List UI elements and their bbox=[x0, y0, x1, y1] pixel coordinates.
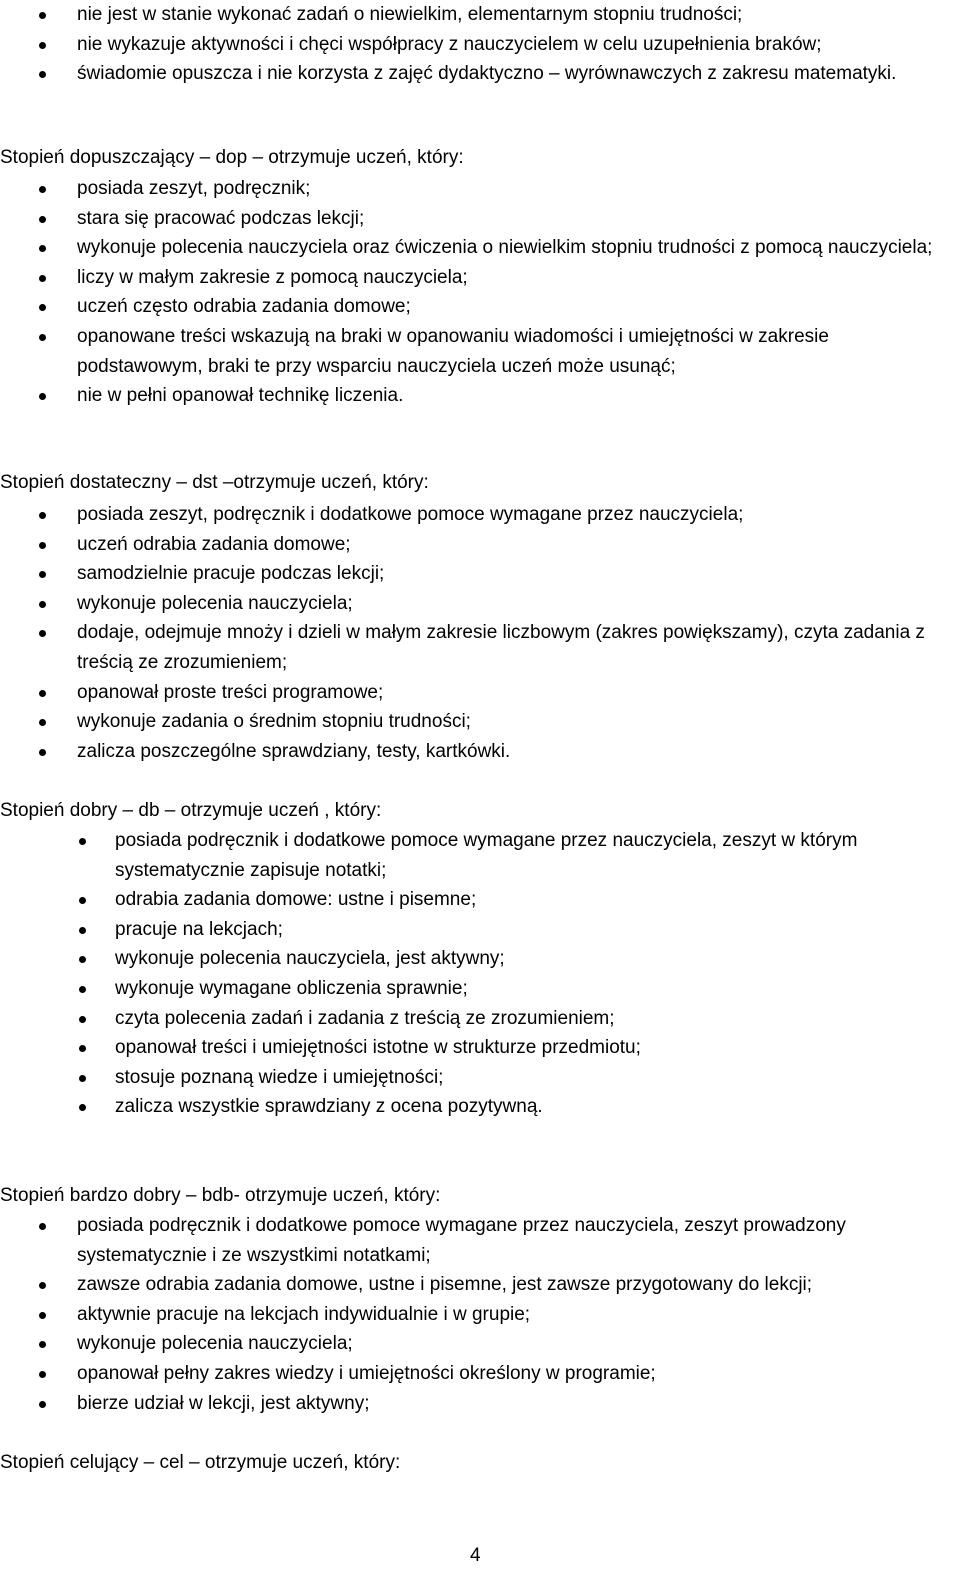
section-heading-dobry: Stopień dobry – db – otrzymuje uczeń , który: bbox=[0, 800, 382, 821]
list-item-text: bierze udział w lekcji, jest aktywny; bbox=[77, 1392, 370, 1414]
list-item-text: odrabia zadania domowe: ustne i pisemne; bbox=[115, 889, 477, 911]
list-item bbox=[77, 1359, 952, 1389]
bullet-icon bbox=[79, 986, 86, 993]
bullet-icon bbox=[39, 542, 46, 549]
bullet-icon bbox=[79, 1016, 86, 1023]
bullet-icon bbox=[39, 601, 46, 608]
bullet-icon bbox=[39, 1371, 46, 1378]
list-item-text: opanował treści i umiejętności istotne w strukturze przedmiotu; bbox=[115, 1037, 641, 1059]
bullet-icon bbox=[79, 956, 86, 963]
bullet-icon bbox=[39, 512, 46, 519]
bullet-list-bardzo-dobry bbox=[77, 1211, 952, 1418]
bullet-icon bbox=[79, 1045, 86, 1052]
bullet-icon bbox=[39, 275, 46, 282]
bullet-list-dostateczny bbox=[77, 500, 947, 766]
bullet-icon bbox=[39, 630, 46, 637]
list-item bbox=[77, 1329, 952, 1359]
bullet-icon bbox=[39, 245, 46, 252]
list-item bbox=[77, 500, 947, 530]
bullet-icon bbox=[39, 1401, 46, 1408]
bullet-icon bbox=[39, 749, 46, 756]
list-item bbox=[77, 737, 947, 767]
list-item bbox=[115, 915, 955, 945]
bullet-icon bbox=[79, 927, 86, 934]
list-item-text: opanował proste treści programowe; bbox=[77, 681, 384, 703]
list-item bbox=[77, 0, 937, 30]
list-item-text: wykonuje zadania o średnim stopniu trudności; bbox=[77, 711, 471, 733]
list-item bbox=[115, 885, 955, 915]
list-item bbox=[77, 59, 937, 89]
list-item bbox=[77, 678, 947, 708]
intro-bullet-list bbox=[77, 0, 937, 89]
list-item-text: wykonuje polecenia nauczyciela, jest aktywny; bbox=[115, 948, 505, 970]
list-item-text: uczeń odrabia zadania domowe; bbox=[77, 533, 351, 555]
list-item-text: samodzielnie pracuje podczas lekcji; bbox=[77, 563, 385, 585]
list-item bbox=[115, 1033, 955, 1063]
list-item bbox=[77, 559, 947, 589]
list-item-text: posiada podręcznik i dodatkowe pomoce wymagane przez nauczyciela, zeszyt prowadzony systematycznie i ze wszystkimi notatkami; bbox=[77, 1215, 846, 1266]
list-item bbox=[77, 233, 937, 263]
section-heading-bardzo-dobry: Stopień bardzo dobry – bdb- otrzymuje uczeń, który: bbox=[0, 1185, 441, 1206]
list-item-text: zalicza poszczególne sprawdziany, testy, kartkówki. bbox=[77, 740, 511, 762]
list-item-text: zawsze odrabia zadania domowe, ustne i pisemne, jest zawsze przygotowany do lekcji; bbox=[77, 1274, 813, 1296]
list-item-text: pracuje na lekcjach; bbox=[115, 918, 283, 940]
list-item bbox=[77, 1389, 952, 1419]
list-item bbox=[77, 204, 937, 234]
section-heading-dostateczny: Stopień dostateczny – dst –otrzymuje uczeń, który: bbox=[0, 472, 429, 493]
list-item-text: czyta polecenia zadań i zadania z treścią ze zrozumieniem; bbox=[115, 1007, 615, 1029]
list-item-text: aktywnie pracuje na lekcjach indywidualnie i w grupie; bbox=[77, 1303, 531, 1325]
list-item bbox=[77, 381, 937, 411]
bullet-icon bbox=[39, 1341, 46, 1348]
section-heading-dopuszczajacy: Stopień dopuszczający – dop – otrzymuje uczeń, który: bbox=[0, 147, 464, 168]
list-item bbox=[77, 1300, 952, 1330]
list-item bbox=[77, 1270, 952, 1300]
list-item bbox=[77, 618, 947, 677]
section-heading-celujacy: Stopień celujący – cel – otrzymuje uczeń, który: bbox=[0, 1452, 401, 1473]
list-item bbox=[77, 530, 947, 560]
bullet-icon bbox=[39, 334, 46, 341]
bullet-icon bbox=[39, 216, 46, 223]
bullet-icon bbox=[39, 42, 46, 49]
list-item-text: nie jest w stanie wykonać zadań o niewielkim, elementarnym stopniu trudności; bbox=[77, 4, 743, 25]
bullet-icon bbox=[39, 186, 46, 193]
list-item-text: wykonuje polecenia nauczyciela oraz ćwiczenia o niewielkim stopniu trudności z pomocą nauczyciela; bbox=[77, 237, 933, 259]
bullet-icon bbox=[39, 690, 46, 697]
list-item-text: świadomie opuszcza i nie korzysta z zajęć dydaktyczno – wyrównawczych z zakresu matematyki. bbox=[77, 63, 897, 85]
bullet-icon bbox=[39, 1312, 46, 1319]
bullet-icon bbox=[39, 719, 46, 726]
bullet-icon bbox=[79, 1104, 86, 1111]
list-item-text: nie w pełni opanował technikę liczenia. bbox=[77, 385, 404, 407]
bullet-list-dobry bbox=[115, 826, 955, 1122]
list-item-text: liczy w małym zakresie z pomocą nauczyciela; bbox=[77, 266, 468, 288]
list-item bbox=[77, 322, 937, 381]
list-item bbox=[115, 974, 955, 1004]
bullet-icon bbox=[39, 304, 46, 311]
list-item bbox=[77, 174, 937, 204]
list-item bbox=[115, 1004, 955, 1034]
list-item-text: wykonuje wymagane obliczenia sprawnie; bbox=[115, 977, 468, 999]
list-item bbox=[115, 826, 955, 885]
list-item-text: opanował pełny zakres wiedzy i umiejętności określony w programie; bbox=[77, 1362, 656, 1384]
list-item-text: posiada zeszyt, podręcznik i dodatkowe pomoce wymagane przez nauczyciela; bbox=[77, 504, 744, 525]
list-item bbox=[115, 944, 955, 974]
list-item-text: stosuje poznaną wiedze i umiejętności; bbox=[115, 1066, 444, 1088]
list-item bbox=[77, 1211, 952, 1270]
list-item bbox=[115, 1092, 955, 1122]
list-item bbox=[77, 292, 937, 322]
list-item bbox=[77, 30, 937, 60]
bullet-icon bbox=[39, 571, 46, 578]
bullet-icon bbox=[79, 897, 86, 904]
list-item-text: uczeń często odrabia zadania domowe; bbox=[77, 296, 411, 318]
list-item-text: nie wykazuje aktywności i chęci współpracy z nauczycielem w celu uzupełnienia braków; bbox=[77, 33, 822, 55]
list-item bbox=[115, 1063, 955, 1093]
bullet-icon bbox=[79, 838, 86, 845]
list-item-text: dodaje, odejmuje mnoży i dzieli w małym zakresie liczbowym (zakres powiększamy), czyta zadania z treścią ze zrozumieniem; bbox=[77, 622, 925, 673]
bullet-icon bbox=[39, 71, 46, 78]
bullet-icon bbox=[39, 393, 46, 400]
list-item bbox=[77, 707, 947, 737]
bullet-icon bbox=[39, 1282, 46, 1289]
bullet-list-dopuszczajacy bbox=[77, 174, 937, 411]
list-item-text: wykonuje polecenia nauczyciela; bbox=[77, 592, 353, 614]
page-number: 4 bbox=[470, 1545, 481, 1566]
list-item-text: opanowane treści wskazują na braki w opanowaniu wiadomości i umiejętności w zakresie podstawowym, braki te przy wsparciu nauczyciela uczeń może usunąć; bbox=[77, 325, 829, 377]
list-item-text: wykonuje polecenia nauczyciela; bbox=[77, 1333, 353, 1355]
list-item-text: posiada zeszyt, podręcznik; bbox=[77, 178, 311, 199]
list-item-text: posiada podręcznik i dodatkowe pomoce wymagane przez nauczyciela, zeszyt w którym systematycznie zapisuje notatki; bbox=[115, 830, 858, 881]
bullet-icon bbox=[39, 1223, 46, 1230]
bullet-icon bbox=[39, 12, 46, 19]
list-item-text: zalicza wszystkie sprawdziany z ocena pozytywną. bbox=[115, 1096, 543, 1118]
list-item bbox=[77, 263, 937, 293]
list-item-text: stara się pracować podczas lekcji; bbox=[77, 207, 365, 229]
bullet-icon bbox=[79, 1075, 86, 1082]
list-item bbox=[77, 589, 947, 619]
